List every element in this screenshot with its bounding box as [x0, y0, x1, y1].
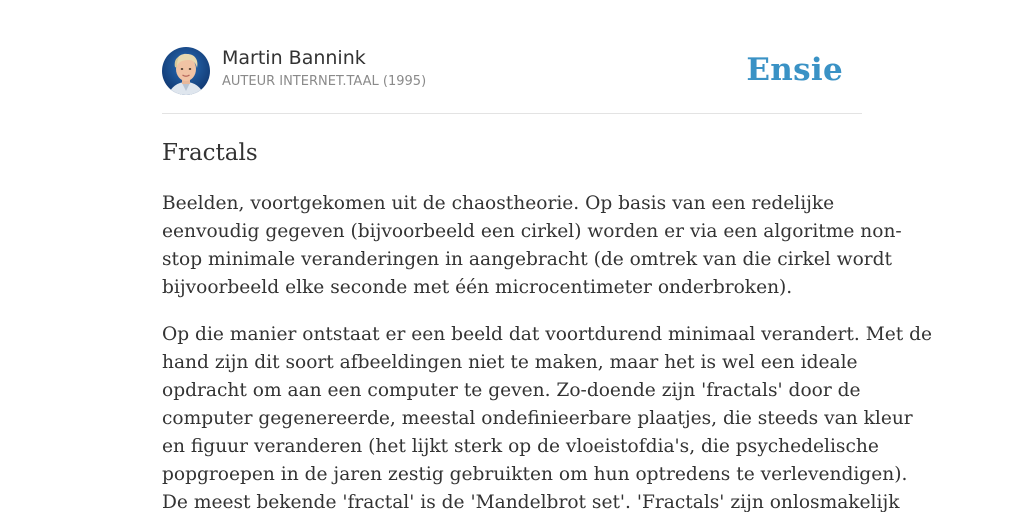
- paragraph-line: Beelden, voortgekomen uit de chaostheorie. Op basis van een redelijke: [162, 193, 835, 214]
- header-divider: [162, 113, 862, 114]
- article-header: [162, 46, 862, 114]
- author-avatar[interactable]: [162, 47, 210, 95]
- article-title: Fractals: [162, 140, 258, 166]
- paragraph-line: opdracht om aan een computer te geven. Zo-doende zijn 'fractals' door de: [162, 380, 861, 401]
- paragraph-line: stop minimale veranderingen in aangebracht (de omtrek van die cirkel wordt: [162, 249, 893, 270]
- paragraph-line: popgroepen in de jaren zestig gebruikten om hun optredens te verlevendigen).: [162, 464, 908, 485]
- paragraph-line: computer gegenereerde, meestal ondefinieerbare plaatjes, die steeds van kleur: [162, 408, 913, 429]
- author-name[interactable]: Martin Bannink: [222, 47, 366, 69]
- paragraph-line: bijvoorbeeld elke seconde met één microcentimeter onderbroken).: [162, 277, 793, 298]
- author-role: AUTEUR INTERNET.TAAL (1995): [222, 74, 427, 89]
- ensie-logo[interactable]: Ensie: [746, 52, 843, 88]
- article-body: [162, 190, 933, 512]
- paragraph-line: en figuur veranderen (het lijkt sterk op de vloeistofdia's, die psychedelische: [162, 436, 879, 457]
- paragraph-line: eenvoudig gegeven (bijvoorbeeld een cirkel) worden er via een algoritme non-: [162, 221, 902, 242]
- author-portrait-icon: [162, 47, 210, 95]
- paragraph-1: [162, 190, 902, 302]
- paragraph-line: Op die manier ontstaat er een beeld dat voortdurend minimaal verandert. Met de: [162, 324, 933, 345]
- paragraph-line: hand zijn dit soort afbeeldingen niet te maken, maar het is wel een ideale: [162, 352, 858, 373]
- paragraph-2: [162, 321, 933, 512]
- paragraph-line: De meest bekende 'fractal' is de 'Mandelbrot set'. 'Fractals' zijn onlosmakelijk: [162, 492, 900, 512]
